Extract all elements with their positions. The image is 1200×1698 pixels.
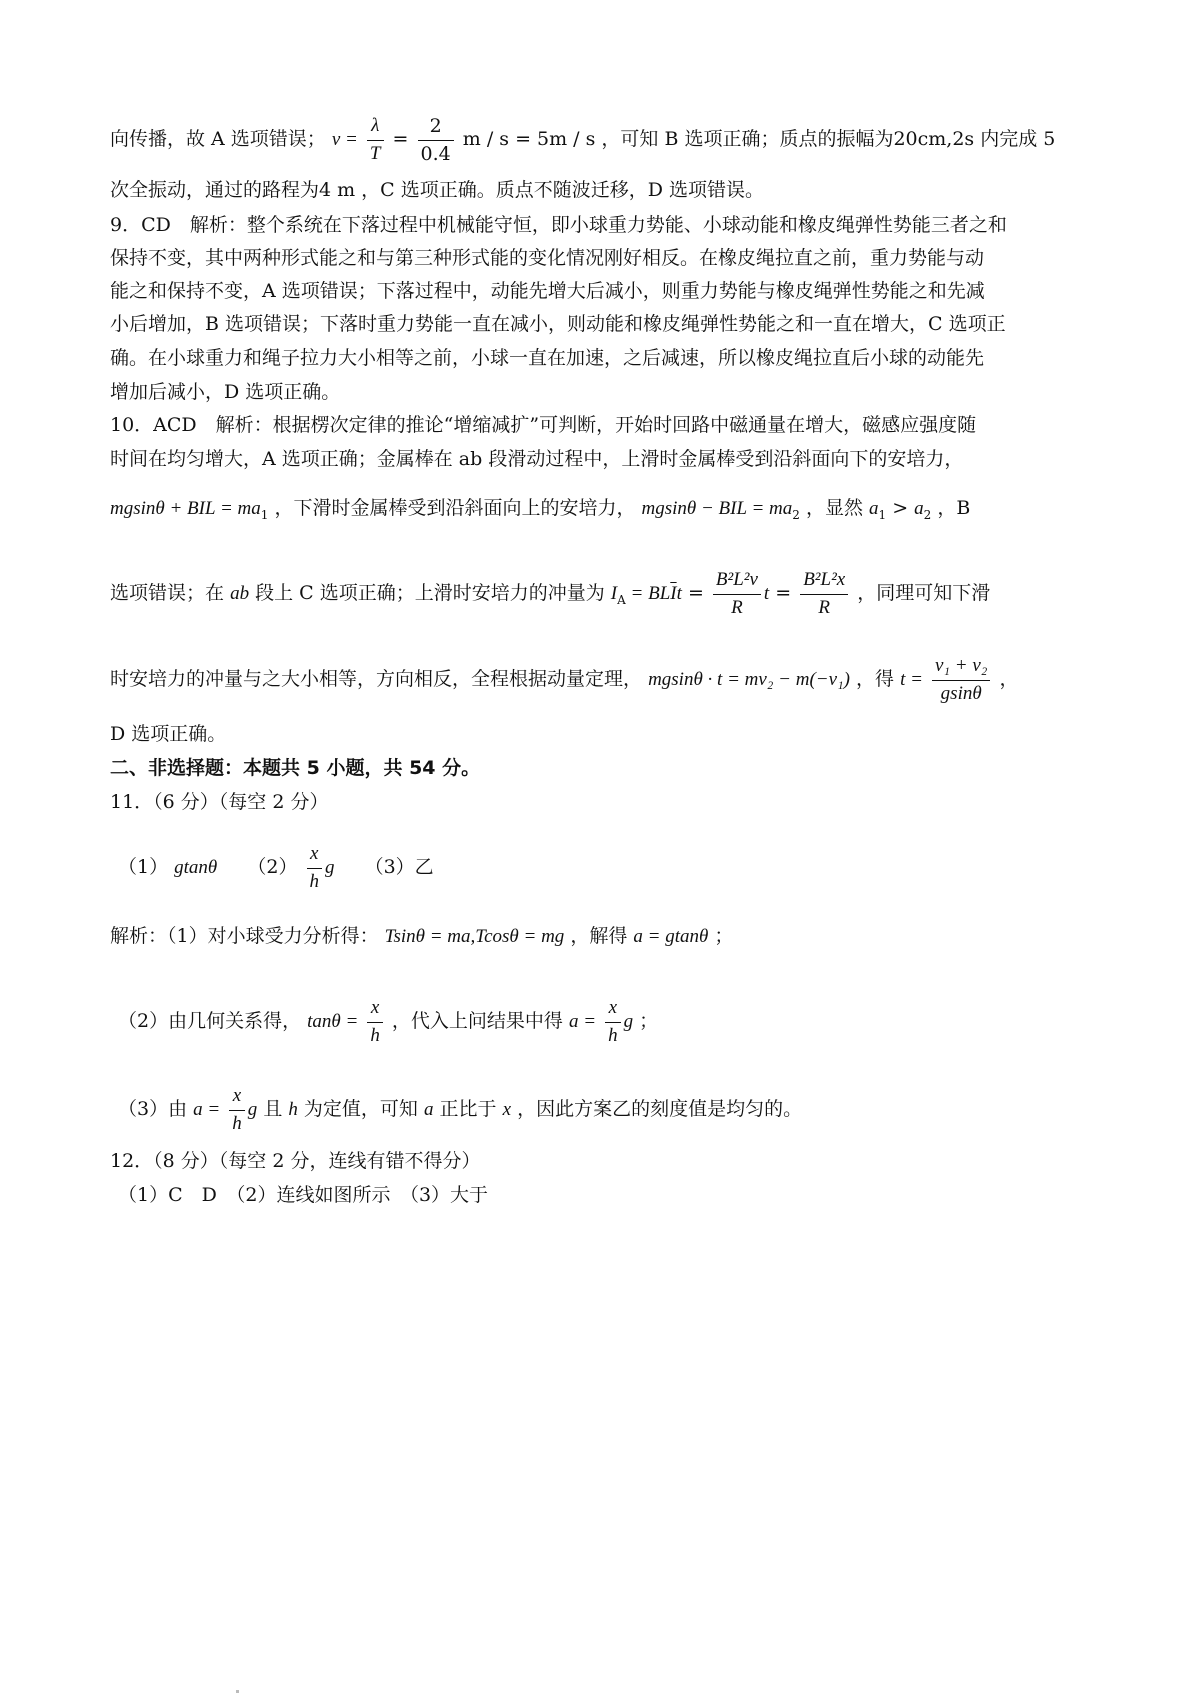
formula-a1: a xyxy=(869,498,879,519)
text: ，同理可知下滑 xyxy=(857,582,991,605)
denominator: 0.4 xyxy=(420,142,451,165)
denominator: h xyxy=(232,1112,242,1134)
text: 为定值，可知 xyxy=(303,1098,418,1121)
text: ，可知 B 选项正确；质点的振幅为20cm,2s 内完成 5 xyxy=(601,128,1056,151)
numerator: x xyxy=(307,842,323,869)
text: 时安培力的冲量与之大小相等，方向相反，全程根据动量定理， xyxy=(110,668,643,691)
q11-explain-3 xyxy=(118,1084,802,1136)
greater-than: > xyxy=(892,497,915,519)
q10-line-4: 选项错误；在 ab 段上 C 选项正确；上滑时安培力的冲量为 $I_A = BL\overline{I}t$ = $\frac{\text{B²L²v}}{R}$ t = $\frac{\text{B²L²x}}{R}$ ，同理可知下滑 xyxy=(110,568,990,620)
fraction-impulse-v xyxy=(713,568,761,620)
text: 向传播，故 A 选项错误； xyxy=(110,128,326,151)
fraction-lambda-over-T xyxy=(367,114,384,166)
formula: mgsinθ − BIL = ma xyxy=(641,498,793,519)
section-heading: 二、非选择题：本题共 5 小题，共 54 分。 xyxy=(110,757,481,779)
text: ，因此方案乙的刻度值是均匀的。 xyxy=(517,1098,803,1121)
q10-line-3 xyxy=(110,494,970,529)
q9-line-1: 9．CD 解析：整个系统在下落过程中机械能守恒，即小球重力势能、小球动能和橡皮绳弹性势能三者之和 xyxy=(110,214,1007,236)
text: ； xyxy=(714,925,734,947)
formula-t: t xyxy=(676,583,682,605)
formula-g: g xyxy=(623,1011,634,1033)
fraction-time xyxy=(932,654,990,706)
text: （2） xyxy=(247,856,298,879)
formula-ab: ab xyxy=(230,583,250,605)
numerator: 2 xyxy=(418,114,454,141)
numerator: B²L²x xyxy=(800,568,848,595)
formula-I: I xyxy=(610,583,618,605)
denominator: R xyxy=(731,596,743,618)
formula-a2: a xyxy=(914,498,924,519)
q11-explain-1 xyxy=(110,922,733,951)
numerator: x xyxy=(605,996,621,1023)
subscript: 2 xyxy=(792,507,800,522)
numerator: λ xyxy=(367,114,384,141)
subscript: 1 xyxy=(878,507,887,522)
text: ，下滑时金属棒受到沿斜面向上的安培力， xyxy=(274,497,636,519)
q8-line-1 xyxy=(110,114,1055,166)
units: m / s = 5m / s xyxy=(462,128,596,151)
formula-I-bar: $\overline{I}$ xyxy=(670,583,677,605)
denominator: gsinθ xyxy=(940,682,982,704)
text: ，显然 xyxy=(805,497,863,519)
denominator: R xyxy=(818,596,830,618)
text: 选项错误；在 xyxy=(110,582,225,605)
formula: a = xyxy=(568,1011,597,1033)
denominator: h xyxy=(370,1024,380,1046)
formula-t: t xyxy=(763,583,770,605)
q11-answers xyxy=(118,842,434,894)
fraction-x-over-h xyxy=(367,996,383,1048)
formula: a = xyxy=(193,1099,221,1121)
formula-momentum: mgsinθ · t = mv₂ − m(−v₁) xyxy=(648,669,850,691)
formula-t: t = xyxy=(900,669,923,691)
fraction-2-over-0.4 xyxy=(418,114,454,166)
text: ，B xyxy=(937,497,971,519)
denominator: T xyxy=(369,142,381,164)
footer-mark xyxy=(236,1690,239,1693)
text: （3）乙 xyxy=(364,856,434,879)
formula: tanθ = xyxy=(307,1011,359,1033)
q8-line-2: 次全振动，通过的路程为4 m ，C 选项正确。质点不随波迁移，D 选项错误。 xyxy=(110,179,765,201)
text: 段上 C 选项正确；上滑时安培力的冲量为 xyxy=(255,582,605,605)
q9-line-2: 保持不变，其中两种形式能之和与第三种形式能的变化情况刚好相反。在橡皮绳拉直之前，重力势能与动 xyxy=(110,247,985,269)
denominator: h xyxy=(309,870,319,892)
text: ，解得 xyxy=(570,925,628,947)
numerator: x xyxy=(367,996,383,1023)
formula-v: v = xyxy=(331,129,358,151)
q10-line-1: 10．ACD 解析：根据楞次定律的推论“增缩减扩”可判断，开始时回路中磁通量在增大，磁感应强度随 xyxy=(110,414,977,436)
formula: mgsinθ + BIL = ma xyxy=(110,498,261,519)
q9-line-3: 能之和保持不变，A 选项错误；下落过程中，动能先增大后减小，则重力势能与橡皮绳弹性势能之和先减 xyxy=(110,280,985,302)
subscript: A xyxy=(617,592,626,607)
subscript: 2 xyxy=(923,507,932,522)
formula: Tsinθ = ma,Tcosθ = mg xyxy=(384,926,565,947)
denominator: h xyxy=(608,1024,618,1046)
q9-line-5: 确。在小球重力和绳子拉力大小相等之前，小球一直在加速，之后减速，所以橡皮绳拉直后小球的动能先 xyxy=(110,347,985,369)
text: （3）由 xyxy=(118,1098,188,1121)
text: 且 xyxy=(263,1098,283,1121)
text: ，得 xyxy=(856,668,895,691)
q11-explain-2 xyxy=(118,996,658,1048)
q9-line-6: 增加后减小，D 选项正确。 xyxy=(110,381,341,403)
text: （2）由几何关系得， xyxy=(118,1010,302,1033)
text: ，代入上问结果中得 xyxy=(391,1010,563,1033)
q11-heading: 11．（6 分）（每空 2 分） xyxy=(110,791,329,813)
q10-line-2: 时间在均匀增大，A 选项正确；金属棒在 ab 段滑动过程中，上滑时金属棒受到沿斜面向下的安培力， xyxy=(110,448,964,470)
text: ； xyxy=(639,1010,659,1033)
numerator: x xyxy=(229,1084,245,1111)
fraction-x-over-h xyxy=(605,996,621,1048)
formula: a = gtanθ xyxy=(633,926,709,947)
formula-a: a xyxy=(423,1099,434,1121)
equals: = xyxy=(392,128,409,151)
numerator: v₁ + v₂ xyxy=(932,654,990,681)
q10-line-6: D 选项正确。 xyxy=(110,723,227,745)
formula-g: g xyxy=(325,857,335,879)
subscript: 1 xyxy=(260,507,269,522)
formula: = BL xyxy=(625,583,671,605)
formula: gtanθ xyxy=(174,857,218,879)
q9-line-4: 小后增加，B 选项错误；下落时重力势能一直在减小，则动能和橡皮绳弹性势能之和一直在增大，C 选项正 xyxy=(110,313,1006,335)
formula-h: h xyxy=(288,1099,298,1121)
numerator: B²L²v xyxy=(713,568,761,595)
formula-x: x xyxy=(502,1099,512,1121)
q10-line-5 xyxy=(110,654,1018,706)
text: 正比于 xyxy=(439,1098,497,1121)
q12-answers: （1）C D （2）连线如图所示 （3）大于 xyxy=(118,1184,489,1206)
text: ， xyxy=(999,668,1019,691)
formula-g: g xyxy=(247,1099,258,1121)
fraction-impulse-x xyxy=(800,568,848,620)
text: （1） xyxy=(118,856,169,879)
text: 解析：（1）对小球受力分析得： xyxy=(110,925,379,947)
fraction-x-over-h xyxy=(229,1084,245,1136)
q12-heading: 12．（8 分）（每空 2 分，连线有错不得分） xyxy=(110,1150,481,1172)
fraction-x-over-h xyxy=(307,842,323,894)
